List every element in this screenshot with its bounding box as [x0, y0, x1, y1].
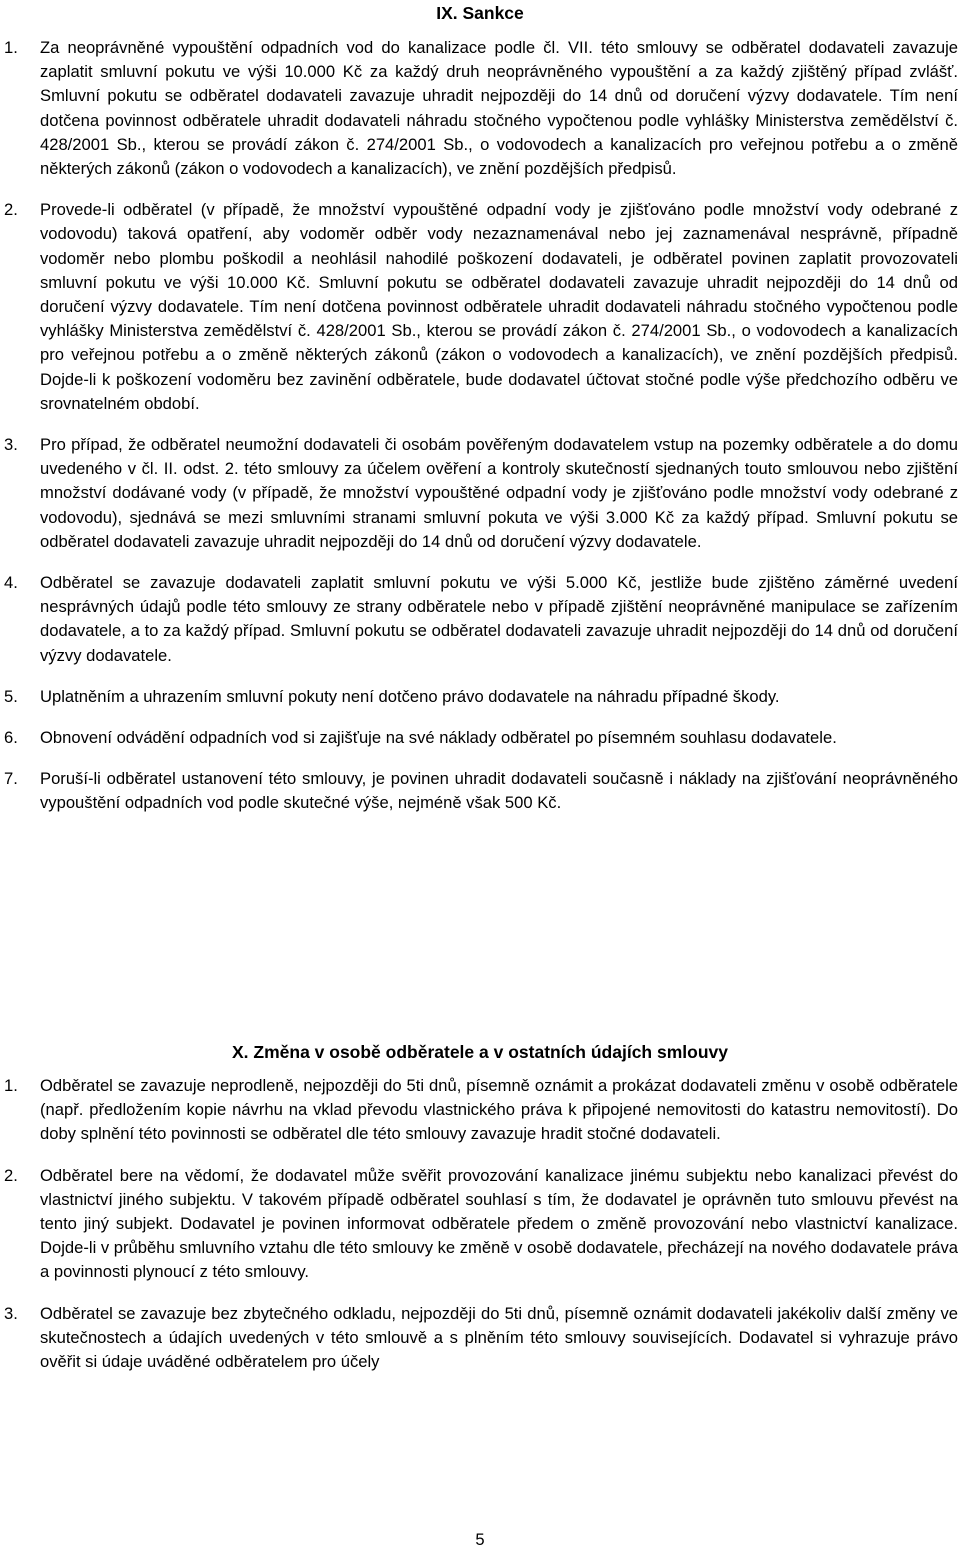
item-number: 7.	[4, 769, 18, 789]
item-text: Pro případ, že odběratel neumožní dodavateli či osobám pověřeným dodavatelem vstup na pozemky odběratele a do domu uvedeného v čl. II. odst. 2. této smlouvy za účelem ověření a kontroly skutečností sjednaných touto smlouvou nebo zjištění množství dodávané vody (v případě, že množství vypouštěné odpadní vody je zjišťováno podle množství vody odebrané z vodovodu), sjednává se mezi smluvními stranami smluvní pokuta ve výši 3.000 Kč za každý případ. Smluvní pokutu se odběratel dodavateli zavazuje uhradit nejpozději do 14 dnů od doručení výzvy dodavatele.	[40, 435, 958, 551]
page-number: 5	[475, 1530, 485, 1549]
item-spacer	[0, 554, 960, 571]
item-number: 1.	[4, 1076, 18, 1095]
list-item	[0, 1164, 960, 1285]
item-text: Odběratel se zavazuje bez zbytečného odkladu, nejpozději do 5ti dnů, písemně oznámit dodavateli jakékoliv další změny ve skutečnostech a údajích uvedených v této smlouvě a s plněním této smlouvy souvisejících. Dodavatel si vyhrazuje právo ověřit si údaje uváděné odběratelem pro účely	[40, 1303, 958, 1372]
item-spacer	[0, 416, 960, 433]
list-item	[0, 726, 960, 750]
section-heading-change-of-customer: X. Změna v osobě odběratele a v ostatních údajích smlouvy	[232, 1042, 728, 1062]
item-number: 1.	[4, 38, 18, 57]
item-spacer	[0, 181, 960, 198]
item-number: 3.	[4, 435, 18, 455]
item-spacer	[0, 1147, 960, 1164]
list-item	[0, 1074, 960, 1147]
item-text: Odběratel se zavazuje dodavateli zaplatit smluvní pokutu ve výši 5.000 Kč, jestliže bude zjištěno záměrné uvedení nesprávných údajů podle této smlouvy ze strany odběratele nebo v případě zjištění neoprávněné manipulace se zařízením dodavatele, a to za každý případ. Smluvní pokutu se odběratel dodavateli zavazuje uhradit nejpozději do 14 dnů od doručení výzvy dodavatele.	[40, 573, 958, 665]
item-spacer	[0, 668, 960, 685]
list-item	[0, 685, 960, 709]
item-spacer	[0, 750, 960, 767]
item-number: 2.	[4, 1165, 18, 1185]
change-of-customer-list	[0, 1074, 960, 1374]
list-item	[0, 433, 960, 554]
section-heading-sanctions: IX. Sankce	[436, 3, 524, 23]
sanctions-list	[0, 36, 960, 816]
item-text: Odběratel se zavazuje neprodleně, nejpozději do 5ti dnů, písemně oznámit a prokázat dodavateli změnu v osobě odběratele (např. předložením kopie návrhu na vklad převodu vlastnického práva k připojené nemovitosti do katastru nemovitostí). Do doby splnění této povinnosti se odběratel dle této smlouvy zavazuje hradit stočné dodavateli.	[40, 1076, 958, 1144]
item-text: Za neoprávněné vypouštění odpadních vod do kanalizace podle čl. VII. této smlouvy se odběratel dodavateli zavazuje zaplatit smluvní pokutu ve výši 10.000 Kč za každý druh neoprávněného vypouštění a za každý zjištěný případ zvlášť. Smluvní pokutu se odběratel dodavateli zavazuje uhradit nejpozději do 14 dnů od doručení výzvy dodavatele. Tím není dotčena povinnost odběratele uhradit dodavateli náhradu stočného vypočtenou podle vyhlášky Ministerstva zemědělství č. 428/2001 Sb., kterou se provádí zákon č. 274/2001 Sb., o vodovodech a kanalizacích pro veřejnou potřebu a o změně některých zákonů (zákon o vodovodech a kanalizacích), ve znění pozdějších předpisů.	[40, 38, 958, 179]
item-spacer	[0, 1285, 960, 1302]
item-number: 4.	[4, 573, 18, 593]
item-text: Poruší-li odběratel ustanovení této smlouvy, je povinen uhradit dodavateli současně i náklady na zjišťování neoprávněného vypouštění odpadních vod podle skutečné výše, nejméně však 500 Kč.	[40, 769, 958, 813]
item-spacer	[0, 709, 960, 726]
list-item	[0, 1302, 960, 1375]
list-item	[0, 571, 960, 668]
item-text: Provede-li odběratel (v případě, že množství vypouštěné odpadní vody je zjišťováno podle množství vody odebrané z vodovodu) taková opatření, aby vodoměr odběr vody nezaznamenával nebo jej zaznamenával nesprávně, případně vodoměr nebo plombu poškodil a neohlásil nahodilé poškození dodavateli, je odběratel povinen zaplatit provozovateli smluvní pokutu ve výši 10.000 Kč. Smluvní pokutu se odběratel dodavateli zavazuje uhradit nejpozději do 14 dnů od doručení výzvy dodavatele. Tím není dotčena povinnost odběratele uhradit dodavateli náhradu stočného vypočtenou podle vyhlášky Ministerstva zemědělství č. 428/2001 Sb., kterou se provádí zákon č. 274/2001 Sb., o vodovodech a kanalizacích pro veřejnou potřebu a o změně některých zákonů (zákon o vodovodech a kanalizacích), ve znění pozdějších předpisů. Dojde-li k poškození vodoměru bez zavinění odběratele, bude dodavatel účtovat stočné podle výše předchozího odběru ve srovnatelném období.	[40, 200, 958, 413]
item-text: Obnovení odvádění odpadních vod si zajišťuje na své náklady odběratel po písemném souhlasu dodavatele.	[40, 728, 837, 748]
item-number: 2.	[4, 200, 18, 220]
item-number: 6.	[4, 728, 18, 748]
item-text: Odběratel bere na vědomí, že dodavatel může svěřit provozování kanalizace jinému subjektu nebo kanalizaci převést do vlastnictví jiného subjektu. V takovém případě odběratel souhlasí s tím, že dodavatel je oprávněn tuto smlouvu převést na tento jiný subjekt. Dodavatel je povinen informovat odběratele předem o změně provozování nebo vlastnictví kanalizace. Dojde-li v průběhu smluvního vztahu dle této smlouvy ke změně v osobě dodavatele, přecházejí na nového dodavatele práva a povinnosti plynoucí z této smlouvy.	[40, 1165, 958, 1282]
list-item	[0, 198, 960, 416]
item-number: 3.	[4, 1303, 18, 1323]
item-text: Uplatněním a uhrazením smluvní pokuty není dotčeno právo dodavatele na náhradu případné škody.	[40, 686, 780, 706]
list-item	[0, 767, 960, 815]
item-number: 5.	[4, 686, 18, 706]
list-item	[0, 36, 960, 181]
